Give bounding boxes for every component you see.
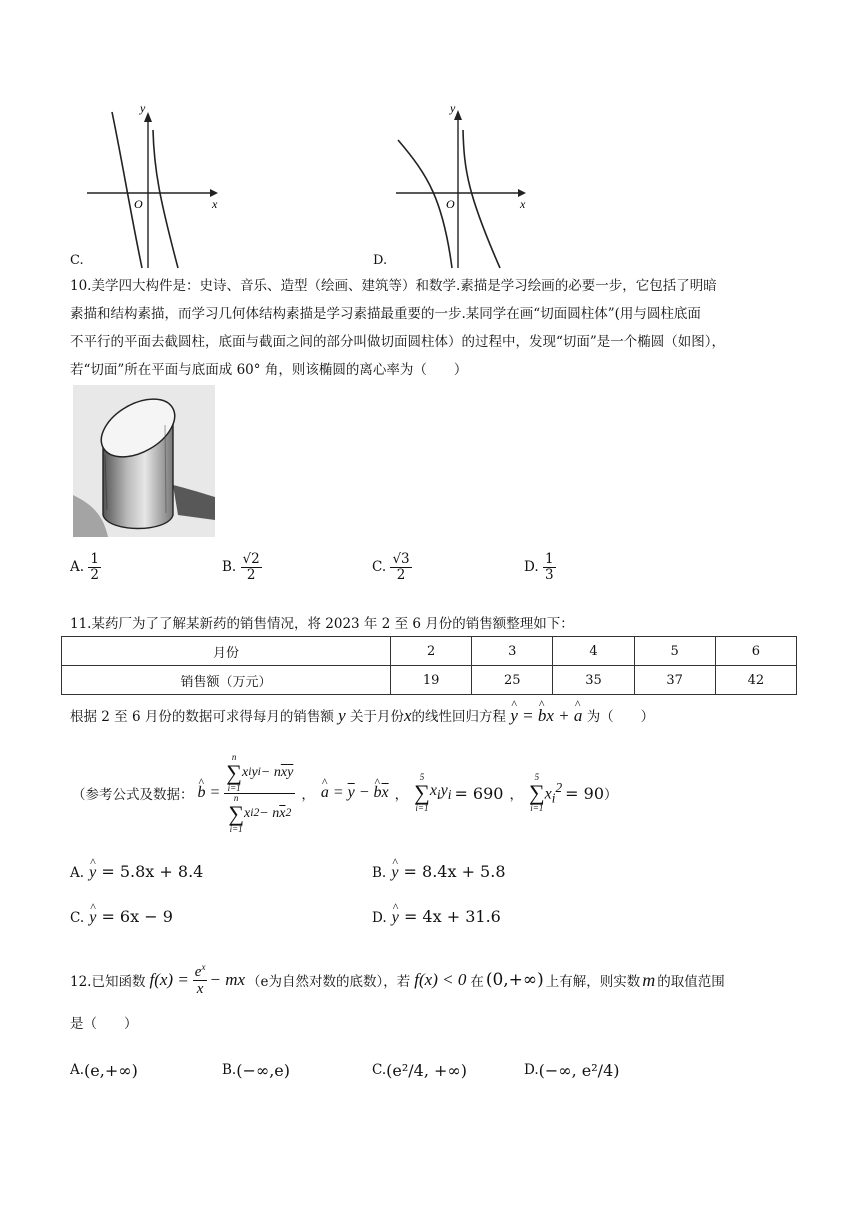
table-row (62, 637, 797, 666)
sales-table (61, 636, 797, 695)
q11-option-d[interactable]: D. ^ y = 4x + 31.6 (372, 907, 501, 927)
q11-question: 根据 2 至 6 月份的数据可求得每月的销售额 y 关于月份x的线性回归方程 ^ y = ^ bx + ^ a 为（ ） (70, 705, 654, 726)
table-cell: 4 (553, 637, 634, 666)
q10-text (70, 272, 810, 384)
table-row (62, 666, 797, 695)
q12-option-a[interactable]: A. (e,+∞) (70, 1060, 138, 1080)
q10-option-d[interactable] (524, 552, 556, 583)
table-cell: 6 (715, 637, 796, 666)
q10-line3: 不平行的平面去截圆柱，底面与截面之间的部分叫做切面圆柱体）的过程中，发现“切面”是一个椭圆（如图）， (70, 334, 726, 350)
table-cell: 35 (553, 666, 634, 695)
fraction: $\frac{1}{2}$ (90, 551, 99, 583)
q10-options (70, 552, 830, 600)
q10-option-c[interactable] (372, 552, 412, 583)
q10-option-a[interactable] (70, 552, 101, 583)
graph-d-curve-left (398, 140, 452, 268)
q11-reference: （参考公式及数据： ^ b = n ∑ i=1 x i y i − n $\overline{x}$ $\overline{y}$ n ∑ i=1 x i 2 − n $\overline{x}$ 2 ， ^ $a = \overline{y}$ − ^ $b\overline{x}$ ， 5 ∑ i=1 $x_iy_i$ = 690 ， 5 ∑ i=1 $x_i^2$ = 90 ） (72, 748, 618, 838)
graph-c-curve-right (153, 130, 178, 268)
graph-d-label: D. (373, 253, 388, 268)
q11-option-a[interactable]: A. ^ y = 5.8x + 8.4 (70, 862, 203, 882)
q12-option-b[interactable]: B. (−∞,e) (222, 1060, 290, 1080)
q12-stem: 12.已知函数 f(x) = $\frac{e^x}{x}$ − mx （e为自然对数的底数），若 f(x) < 0 在 (0,+∞) 上有解，则实数 m 的取值范围 (70, 961, 725, 997)
graph-d-x-arrow (518, 189, 526, 197)
sum-xy-value: = 690 (454, 783, 504, 803)
q11-option-c[interactable]: C. ^ y = 6x − 9 (70, 907, 173, 927)
graph-c-origin: O (134, 197, 143, 211)
graph-d (388, 100, 538, 270)
b-hat-formula: n ∑ i=1 x i y i − n $\overline{x}$ $\overline{y}$ n ∑ i=1 x i 2 − n $\overline{x}$ 2 (226, 751, 294, 834)
q12-option-d[interactable]: D. (−∞, e²/4) (524, 1060, 620, 1080)
graph-d-curve-right (463, 130, 500, 268)
q12-line2: 是（ ） (70, 1016, 138, 1032)
q10-line2: 素描和结构素描，而学习几何体结构素描是学习素描最重要的一步.某同学在画“切面圆柱体”(用与圆柱底面 (70, 306, 701, 322)
graph-d-x-label: x (520, 197, 526, 211)
fraction: $\frac{1}{3}$ (544, 551, 554, 583)
table-cell: 25 (472, 666, 553, 695)
option-label: A. (70, 558, 85, 575)
graph-c-curve-left (112, 112, 142, 268)
graph-d-y-label: y (450, 101, 456, 115)
q12-option-c[interactable]: C. (e²/4, +∞) (372, 1060, 467, 1080)
graph-c-label: C. (70, 253, 84, 268)
q10-option-b[interactable] (222, 552, 262, 583)
table-header-cell: 销售额（万元） (62, 666, 391, 695)
table-cell: 5 (634, 637, 715, 666)
q11-option-b[interactable]: B. ^ y = 8.4x + 5.8 (372, 862, 506, 882)
cylinder-sketch (73, 385, 215, 537)
fraction: $\frac{√2}{2}$ (242, 551, 260, 583)
graph-c-x-label: x (212, 197, 218, 211)
sum-x2-value: = 90 (565, 783, 604, 803)
q10-line4: 若“切面”所在平面与底面成 60° 角，则该椭圆的离心率为（ ） (70, 362, 468, 378)
graph-c-x-arrow (210, 189, 218, 197)
table-cell: 37 (634, 666, 715, 695)
q10-line1: 10.美学四大构件是：史诗、音乐、造型（绘画、建筑等）和数学.素描是学习绘画的必要一步，它包括了明暗 (70, 278, 717, 294)
option-label: D. (524, 558, 539, 575)
graph-c (82, 100, 232, 270)
function-fraction: $\frac{e^x}{x}$ (194, 961, 206, 997)
q11-intro: 11.某药厂为了了解某新药的销售情况，将 2023 年 2 至 6 月份的销售额整理如下： (70, 616, 574, 632)
option-label: B. (222, 558, 237, 575)
graph-c-y-label: y (140, 101, 146, 115)
table-cell: 3 (472, 637, 553, 666)
table-cell: 42 (715, 666, 796, 695)
table-cell: 19 (391, 666, 472, 695)
graph-d-origin: O (446, 197, 455, 211)
fraction: $\frac{√3}{2}$ (392, 551, 410, 583)
table-header-cell: 月份 (62, 637, 391, 666)
table-cell: 2 (391, 637, 472, 666)
option-label: C. (372, 558, 387, 575)
